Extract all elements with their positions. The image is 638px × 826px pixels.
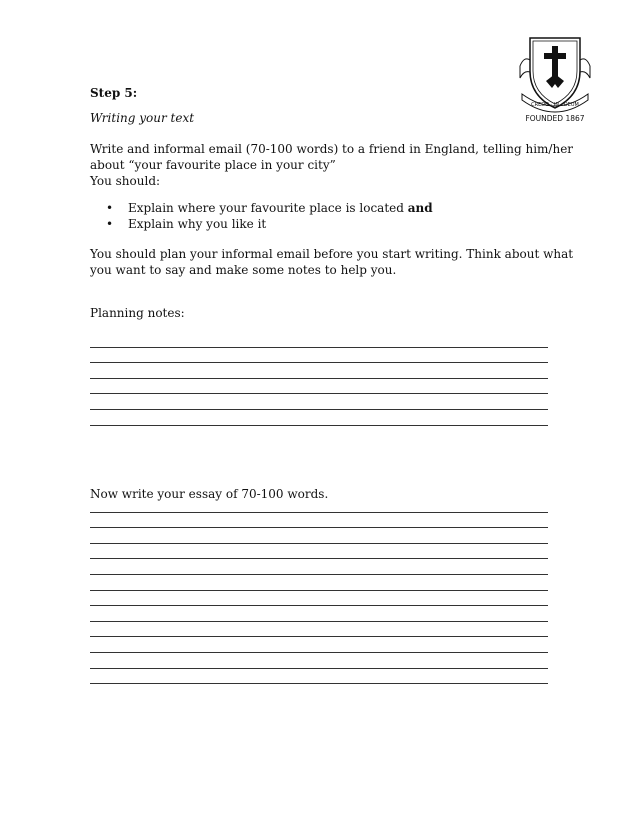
school-crest-icon [510, 26, 600, 126]
crest-motto: CREDO · IN · DEUM [531, 102, 579, 108]
essay-label: Now write your essay of 70-100 words. [90, 487, 329, 501]
planning-line-2: you want to say and make some notes to help you. [90, 263, 397, 277]
crest-founded: FOUNDED 1867 [525, 114, 585, 123]
writing-line[interactable] [90, 332, 548, 348]
writing-line[interactable] [90, 528, 548, 544]
writing-line[interactable] [90, 559, 548, 575]
essay-lines [90, 497, 548, 684]
writing-line[interactable] [90, 653, 548, 669]
writing-line[interactable] [90, 410, 548, 426]
instructions-line-3: You should: [90, 174, 161, 188]
writing-line[interactable] [90, 394, 548, 410]
bullet-text: Explain why you like it [128, 217, 267, 231]
planning-paragraph [90, 246, 573, 278]
planning-notes-lines [90, 332, 548, 426]
writing-line[interactable] [90, 637, 548, 653]
writing-line[interactable] [90, 575, 548, 591]
writing-line[interactable] [90, 497, 548, 513]
crest-graphic [510, 26, 600, 126]
instructions-line-2: about “your favourite place in your city” [90, 158, 336, 172]
writing-line[interactable] [90, 622, 548, 638]
bullet-emphasis: and [407, 201, 433, 215]
requirements-list [90, 200, 433, 232]
writing-line[interactable] [90, 669, 548, 685]
writing-line[interactable] [90, 379, 548, 395]
writing-line[interactable] [90, 606, 548, 622]
bullet-text: Explain where your favourite place is located [128, 201, 408, 215]
section-subtitle: Writing your text [90, 111, 195, 125]
step-title: Step 5: [90, 86, 138, 100]
writing-line[interactable] [90, 544, 548, 560]
instructions-block [90, 141, 573, 189]
writing-line[interactable] [90, 591, 548, 607]
planning-notes-label: Planning notes: [90, 306, 185, 320]
writing-line[interactable] [90, 363, 548, 379]
planning-line-1: You should plan your informal email before you start writing. Think about what [90, 247, 574, 261]
writing-line[interactable] [90, 348, 548, 364]
list-item [106, 200, 433, 216]
writing-line[interactable] [90, 513, 548, 529]
list-item [106, 216, 433, 232]
instructions-line-1: Write and informal email (70-100 words) to a friend in England, telling him/her [90, 142, 574, 156]
